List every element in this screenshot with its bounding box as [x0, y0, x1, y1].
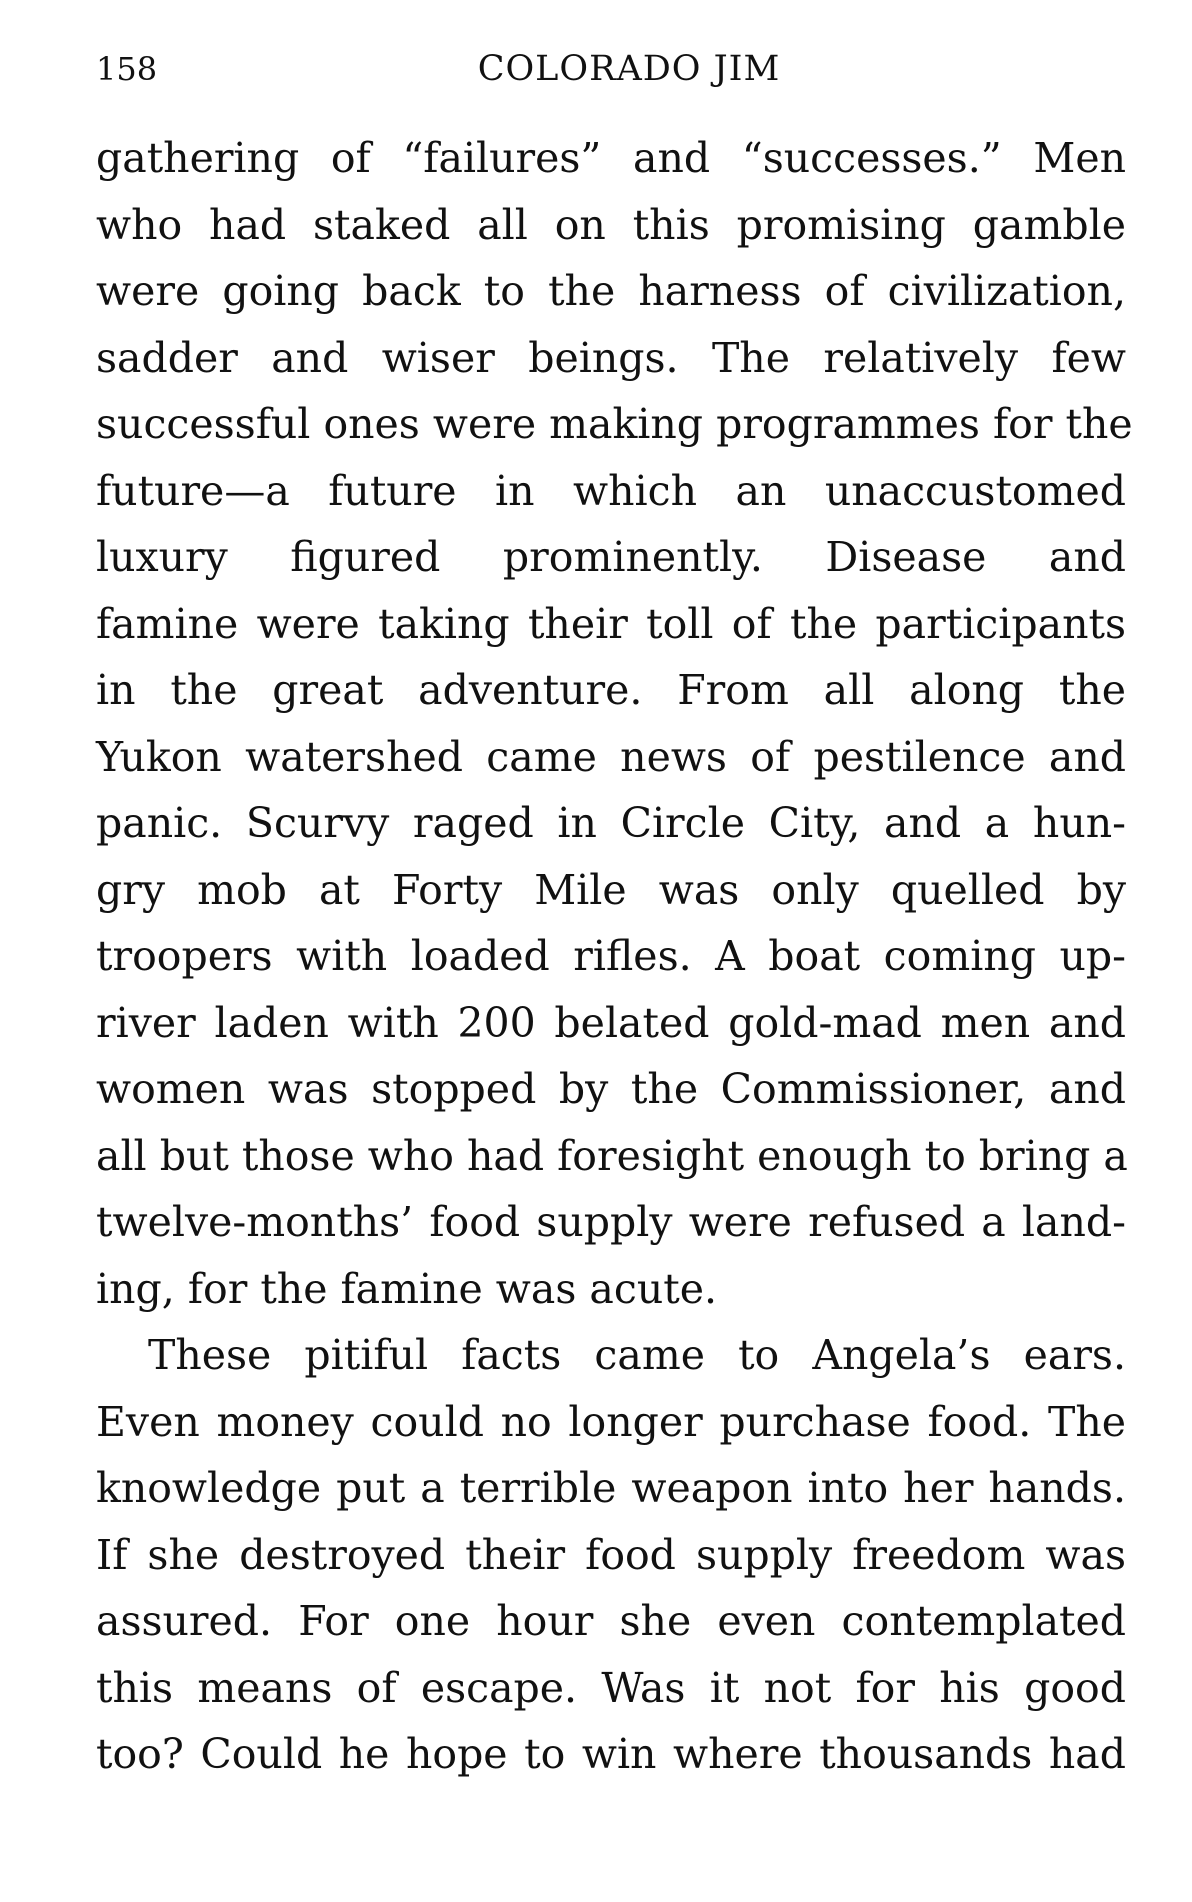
text-line: panic. Scurvy raged in Circle City, and a hun-: [96, 799, 1126, 847]
text-line: river laden with 200 belated gold-mad men and: [96, 998, 1126, 1047]
text-line: Even money could no longer purchase food. The: [96, 1397, 1126, 1446]
text-line: Yukon watershed came news of pestilence and: [96, 732, 1126, 781]
text-line: all but those who had foresight enough to bring a: [96, 1131, 1128, 1180]
text-line: troopers with loaded rifles. A boat coming up-: [96, 932, 1126, 980]
text-line: twelve-months’ food supply were refused a land-: [96, 1198, 1126, 1246]
text-line: If she destroyed their food supply freedom was: [96, 1530, 1126, 1579]
text-line: who had staked all on this promising gamble: [96, 200, 1126, 249]
text-line: gathering of “failures” and “successes.” Men: [96, 134, 1126, 182]
text-line: were going back to the harness of civilization,: [96, 267, 1126, 315]
text-line: this means of escape. Was it not for his good: [96, 1663, 1126, 1712]
page-header: [96, 44, 1126, 94]
text-line: knowledge put a terrible weapon into her hands.: [96, 1464, 1126, 1512]
text-line: in the great adventure. From all along the: [96, 666, 1126, 714]
text-line: successful ones were making programmes for the: [96, 400, 1133, 448]
paragraph-start-line: These pitiful facts came to Angela’s ears.: [148, 1331, 1126, 1379]
text-line: assured. For one hour she even contemplated: [96, 1597, 1126, 1645]
text-line: too? Could he hope to win where thousands had: [96, 1730, 1126, 1778]
page-number: 158: [96, 50, 158, 88]
body-text: [96, 125, 1133, 1788]
text-line: gry mob at Forty Mile was only quelled by: [96, 865, 1126, 914]
text-line: luxury figured prominently. Disease and: [96, 533, 1126, 581]
text-line: sadder and wiser beings. The relatively few: [96, 333, 1126, 382]
text-line: famine were taking their toll of the participants: [96, 599, 1126, 648]
paragraph-end-line: ing, for the famine was acute.: [96, 1264, 718, 1313]
running-title: COLORADO JIM: [477, 49, 781, 89]
text-line: women was stopped by the Commissioner, and: [96, 1065, 1126, 1113]
text-line: future—a future in which an unaccustomed: [96, 466, 1126, 515]
